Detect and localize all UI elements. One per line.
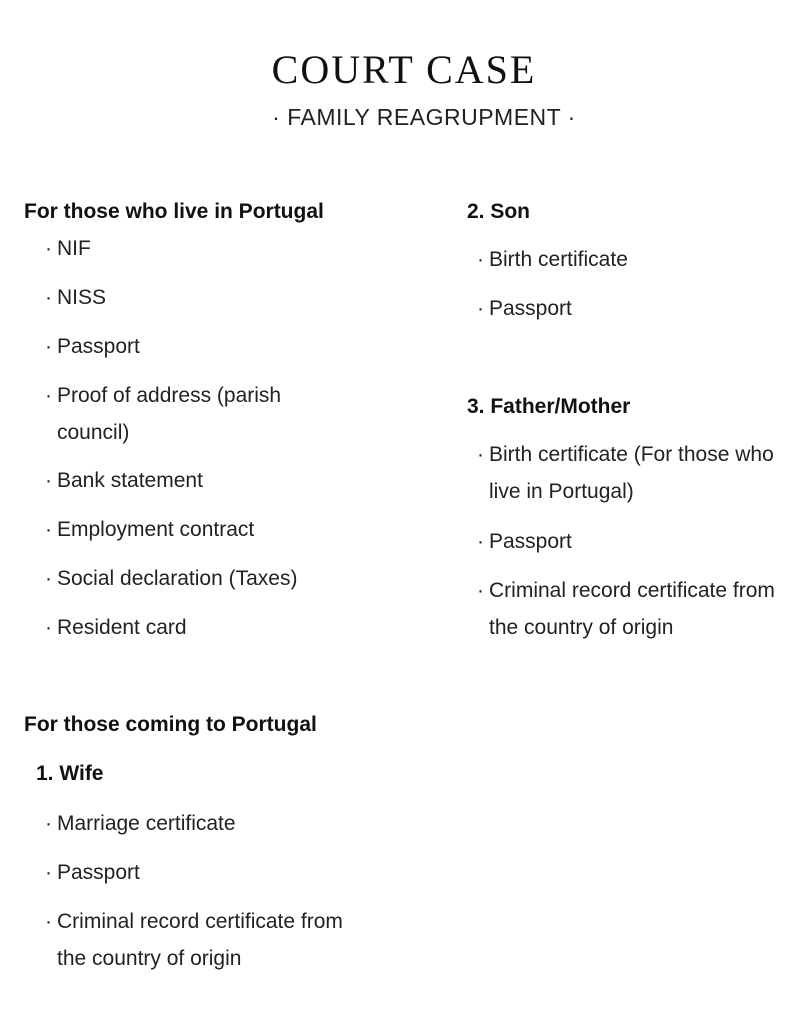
section-heading-live-in-portugal: For those who live in Portugal — [24, 200, 324, 223]
subsection-heading-son: 2. Son — [467, 200, 531, 223]
list-item-text: Employment contract — [57, 518, 255, 541]
bullet-dot: · — [477, 530, 484, 553]
list-item-text: Criminal record certificate from the country of origin — [489, 579, 775, 639]
list-item — [477, 523, 787, 560]
bullet-dot: · — [45, 518, 52, 541]
list-item-text: Passport — [489, 297, 572, 320]
list-item-text: Proof of address (parish council) — [57, 384, 282, 444]
list-item — [45, 805, 365, 842]
bullet-dot: · — [45, 861, 52, 884]
list-item — [45, 279, 345, 316]
list-item — [45, 230, 345, 267]
page-subtitle: · FAMILY REAGRUPMENT · — [272, 104, 576, 130]
list-item-text: Birth certificate — [489, 248, 628, 271]
bullet-dot: · — [45, 616, 52, 639]
bullet-dot: · — [45, 910, 52, 933]
list-item — [45, 560, 365, 597]
bullet-dot: · — [477, 297, 484, 320]
bullet-dot: · — [45, 237, 52, 260]
list-item — [45, 903, 355, 977]
list-item — [477, 241, 787, 278]
list-item — [477, 290, 787, 327]
subsection-heading-wife: 1. Wife — [36, 762, 104, 785]
list-item-text: Social declaration (Taxes) — [57, 567, 298, 590]
list-item-text: Passport — [57, 335, 140, 358]
subsection-heading-father-mother: 3. Father/Mother — [467, 395, 631, 418]
bullet-dot: · — [45, 812, 52, 835]
list-item — [45, 609, 345, 646]
list-item-text: Marriage certificate — [57, 812, 236, 835]
list-item — [45, 854, 365, 891]
bullet-dot: · — [45, 567, 52, 590]
list-item-text: Passport — [57, 861, 140, 884]
bullet-dot: · — [45, 384, 52, 407]
section-heading-coming-to-portugal: For those coming to Portugal — [24, 713, 317, 736]
bullet-dot: · — [45, 335, 52, 358]
list-item — [477, 436, 792, 510]
list-item-text: Passport — [489, 530, 572, 553]
list-item-text: Bank statement — [57, 469, 203, 492]
list-item — [45, 377, 335, 451]
bullet-dot: · — [477, 443, 484, 466]
list-item — [477, 572, 792, 646]
list-item-text: NISS — [57, 286, 107, 309]
bullet-dot: · — [45, 469, 52, 492]
list-item — [45, 511, 345, 548]
list-item — [45, 328, 345, 365]
bullet-dot: · — [45, 286, 52, 309]
list-item-text: Birth certificate (For those who live in Portugal) — [489, 443, 774, 503]
list-item-text: NIF — [57, 237, 91, 260]
list-item-text: Criminal record certificate from the country of origin — [57, 910, 343, 970]
list-item — [45, 462, 345, 499]
bullet-dot: · — [477, 579, 484, 602]
list-item-text: Resident card — [57, 616, 187, 639]
page-title: COURT CASE — [271, 47, 537, 92]
bullet-dot: · — [477, 248, 484, 271]
